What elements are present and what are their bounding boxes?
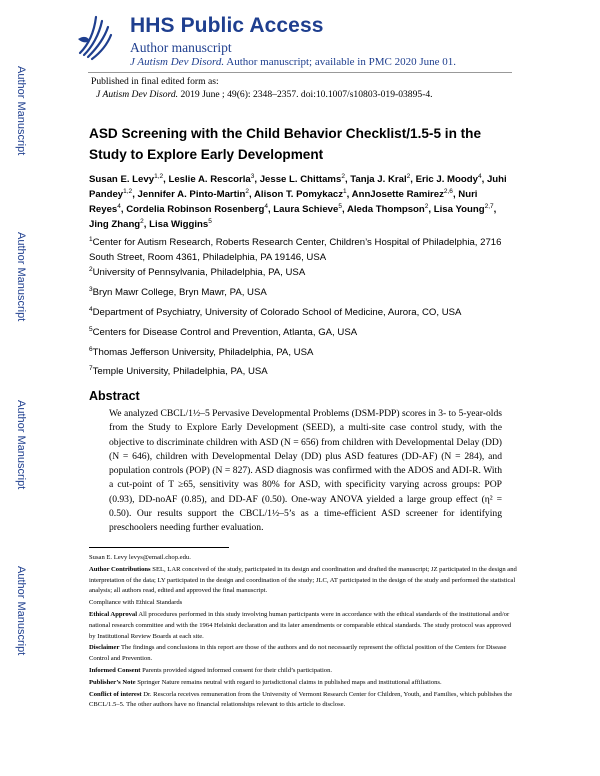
- author-affiliation-marker: 4: [477, 173, 482, 180]
- author-name: Laura Schieve: [273, 204, 339, 215]
- footnote-text: All procedures performed in this study involving human participants were in accordance with the ethical standards of the institutional and/or national research committee and with the 1964 Helsinki declaration and its later amendments or comparable ethical standards. The study protocol was approved by Institutional Review Boards at each site.: [89, 610, 512, 640]
- affiliation-text: Thomas Jefferson University, Philadelphia, PA, USA: [92, 347, 314, 358]
- footnote-label: Disclaimer: [89, 644, 120, 652]
- author-name: Susan E. Levy: [89, 174, 155, 185]
- author-name: Cordelia Robinson Rosenberg: [126, 204, 265, 215]
- header-divider: [88, 72, 512, 73]
- side-label-author-manuscript: Author Manuscript: [15, 566, 27, 656]
- footnote-author-contributions: [89, 565, 519, 597]
- footnote-label: Author Contributions: [89, 565, 151, 573]
- footnote-text: Springer Nature remains neutral with regard to jurisdictional claims in published maps and institutional affiliations.: [137, 678, 442, 686]
- author-affiliation-marker: 4: [264, 203, 268, 210]
- affiliation-number: 6: [89, 346, 93, 353]
- author-name: Lisa Wiggins: [149, 219, 209, 230]
- author-affiliation-marker: 2,7: [484, 203, 494, 210]
- citation-details[interactable]: 2019 June ; 49(6): 2348–2357. doi:10.1007/s10803-019-03895-4.: [180, 89, 433, 100]
- affiliation-number: 4: [89, 306, 93, 313]
- correspondence-note: Susan E. Levy levys@email.chop.edu.: [89, 554, 191, 561]
- affiliation-number: 3: [89, 286, 93, 293]
- availability-text: Author manuscript; available in PMC 2020 June 01.: [226, 56, 457, 68]
- footnote-label: Ethical Approval: [89, 610, 138, 618]
- footnote-ethical-approval: [89, 610, 519, 642]
- affiliation-number: 1: [89, 236, 93, 243]
- affiliation-1: [89, 235, 519, 265]
- affiliation-text: Bryn Mawr College, Bryn Mawr, PA, USA: [92, 287, 267, 298]
- side-label-author-manuscript: Author Manuscript: [15, 400, 27, 490]
- footnote-label: Publisher’s Note: [89, 678, 136, 686]
- author-list: Susan E. Levy$^{1,2}$, Leslie A. Rescorla$^3$, Jesse L. Chittams$^2$, Tanja J. Kral$^2$, Eric J. Moody$^4$, Juhi Pandey$^{1,2}$, Jennifer A. Pinto-Martin$^2$, Alison T. Pomykacz$^1$, AnnJosette Ramirez$^{2,6}$, Nuri Reyes$^4$, Cordelia Robinson Rosenberg$^4$, Laura Schieve$^5$, Aleda Thompson$^2$, Lisa Young$^{2,7}$, Jing Zhang$^2$, Lisa Wiggins$^5$: [89, 173, 507, 230]
- footnote-label: Conflict of interest: [89, 690, 142, 698]
- author-name: Leslie A. Rescorla: [168, 174, 251, 185]
- author-name: Alison T. Pomykacz: [254, 189, 344, 200]
- footnote-text: Dr. Rescorla receives remuneration from the University of Vermont Research Center for Children, Youth, and Families, which publishes the CBCL/1.5–5. The other authors have no financial relationships relevant to this article to disclose.: [89, 690, 513, 709]
- author-affiliation-marker: 2: [245, 188, 250, 195]
- footnote-disclaimer: [89, 643, 519, 665]
- footnote-publishers-note: [89, 678, 519, 689]
- footnote-compliance: [89, 598, 519, 609]
- author-affiliation-marker: 2: [424, 203, 429, 210]
- footnote-text: The findings and conclusions in this report are those of the authors and do not necessarily represent the official position of the Centers for Disease Control and Prevention.: [89, 644, 507, 663]
- availability-journal[interactable]: J Autism Dev Disord.: [130, 56, 225, 68]
- affiliation-4: [89, 305, 519, 320]
- footnote-text: Parents provided signed informed consent for their child’s participation.: [142, 666, 333, 674]
- citation: [96, 89, 433, 100]
- author-name: Jesse L. Chittams: [259, 174, 342, 185]
- affiliation-number: 5: [89, 326, 93, 333]
- manuscript-subtitle: Author manuscript: [130, 40, 232, 55]
- footnote-conflict-of-interest: [89, 690, 519, 712]
- affiliation-text: Temple University, Philadelphia, PA, USA: [92, 366, 268, 377]
- availability-line: [130, 56, 456, 68]
- article-title: ASD Screening with the Child Behavior Checklist/1.5-5 in the Study to Explore Early Development: [89, 126, 482, 162]
- affiliation-text: Center for Autism Research, Roberts Research Center, Children’s Hospital of Philadelphia, 2716 South Street, Room 4361, Philadelphia, PA 19146, USA: [89, 237, 502, 263]
- footnotes: [89, 553, 519, 712]
- affiliation-text: Department of Psychiatry, University of Colorado School of Medicine, Aurora, CO, USA: [92, 307, 462, 318]
- author-affiliation-marker: 2: [406, 173, 411, 180]
- published-label: Published in final edited form as:: [91, 76, 219, 87]
- abstract-heading: Abstract: [89, 389, 140, 403]
- author-name: Aleda Thompson: [346, 204, 425, 215]
- side-label-author-manuscript: Author Manuscript: [15, 66, 27, 156]
- author-affiliation-marker: 2,6: [443, 188, 453, 195]
- hhs-eagle-logo-icon: [74, 9, 114, 63]
- footnote-informed-consent: [89, 666, 519, 677]
- affiliation-3: [89, 285, 519, 300]
- author-name: Nuri Reyes: [89, 189, 478, 215]
- author-name: Lisa Young: [433, 204, 485, 215]
- affiliation-text: Centers for Disease Control and Prevention, Atlanta, GA, USA: [92, 327, 358, 338]
- author-name: Tanja J. Kral: [350, 174, 407, 185]
- affiliation-2: [89, 265, 519, 280]
- author-name: Jennifer A. Pinto-Martin: [137, 189, 246, 200]
- author-name: Jing Zhang: [89, 219, 141, 230]
- affiliation-number: 7: [89, 365, 93, 372]
- author-affiliation-marker: 4: [117, 203, 121, 210]
- author-affiliation-marker: 1: [343, 188, 347, 195]
- footnote-divider: [89, 547, 229, 548]
- affiliation-text: University of Pennsylvania, Philadelphia, PA, USA: [92, 267, 306, 278]
- author-affiliation-marker: 3: [250, 173, 255, 180]
- footnote-text: SEL, LAR conceived of the study, participated in its design and coordination and drafted the manuscript; JZ participated in the design and interpretation of the data; LY participated in the design and coordination of the study; JLC, AT participated in the design of the study and performed the statistical analysis; all authors read, edited and approved the final manuscript.: [89, 565, 517, 595]
- author-name: AnnJosette Ramirez: [351, 189, 444, 200]
- author-name: Eric J. Moody: [415, 174, 478, 185]
- footnote-label: Informed Consent: [89, 666, 141, 674]
- author-affiliation-marker: 1,2: [123, 188, 133, 195]
- side-label-author-manuscript: Author Manuscript: [15, 232, 27, 322]
- abstract-text: We analyzed CBCL/1½–5 Pervasive Developmental Problems (DSM-PDP) scores in 3- to 5-year-olds from the Study to Explore Early Development (SEED), a multi-site case control study, with the objective to discriminate children with ASD (N = 656) from children with Developmental Delay (DD) (N = 646), children with Developmental Delay (DD) plus ASD features (DD-AF) (N = 284), and population controls (POP) (N = 827). ASD diagnosis was confirmed with the ADOS and ADI-R. With a cut-point of T ≥65, sensitivity was 80% for ASD, with specificity varying across groups: POP (0.93), DD-noAF (0.85), and DD-AF (0.50). One-way ANOVA yielded a large group effect (η² = 0.50). Our results support the CBCL/1½–5’s as a time-efficient ASD screener for identifying preschoolers needing further evaluation.: [109, 408, 502, 534]
- affiliation-6: [89, 345, 519, 360]
- affiliation-number: 2: [89, 266, 93, 273]
- author-affiliation-marker: 5: [338, 203, 342, 210]
- author-affiliation-marker: 2: [140, 218, 144, 225]
- affiliation-7: [89, 364, 519, 379]
- brand-title: HHS Public Access: [130, 14, 324, 37]
- author-affiliation-marker: 5: [208, 218, 212, 225]
- author-affiliation-marker: 1,2: [154, 173, 164, 180]
- author-name: Juhi Pandey: [89, 174, 507, 200]
- author-affiliation-marker: 2: [341, 173, 345, 180]
- affiliation-5: [89, 325, 519, 340]
- citation-journal[interactable]: J Autism Dev Disord.: [96, 89, 179, 100]
- footnote-text: Compliance with Ethical Standards: [89, 599, 183, 607]
